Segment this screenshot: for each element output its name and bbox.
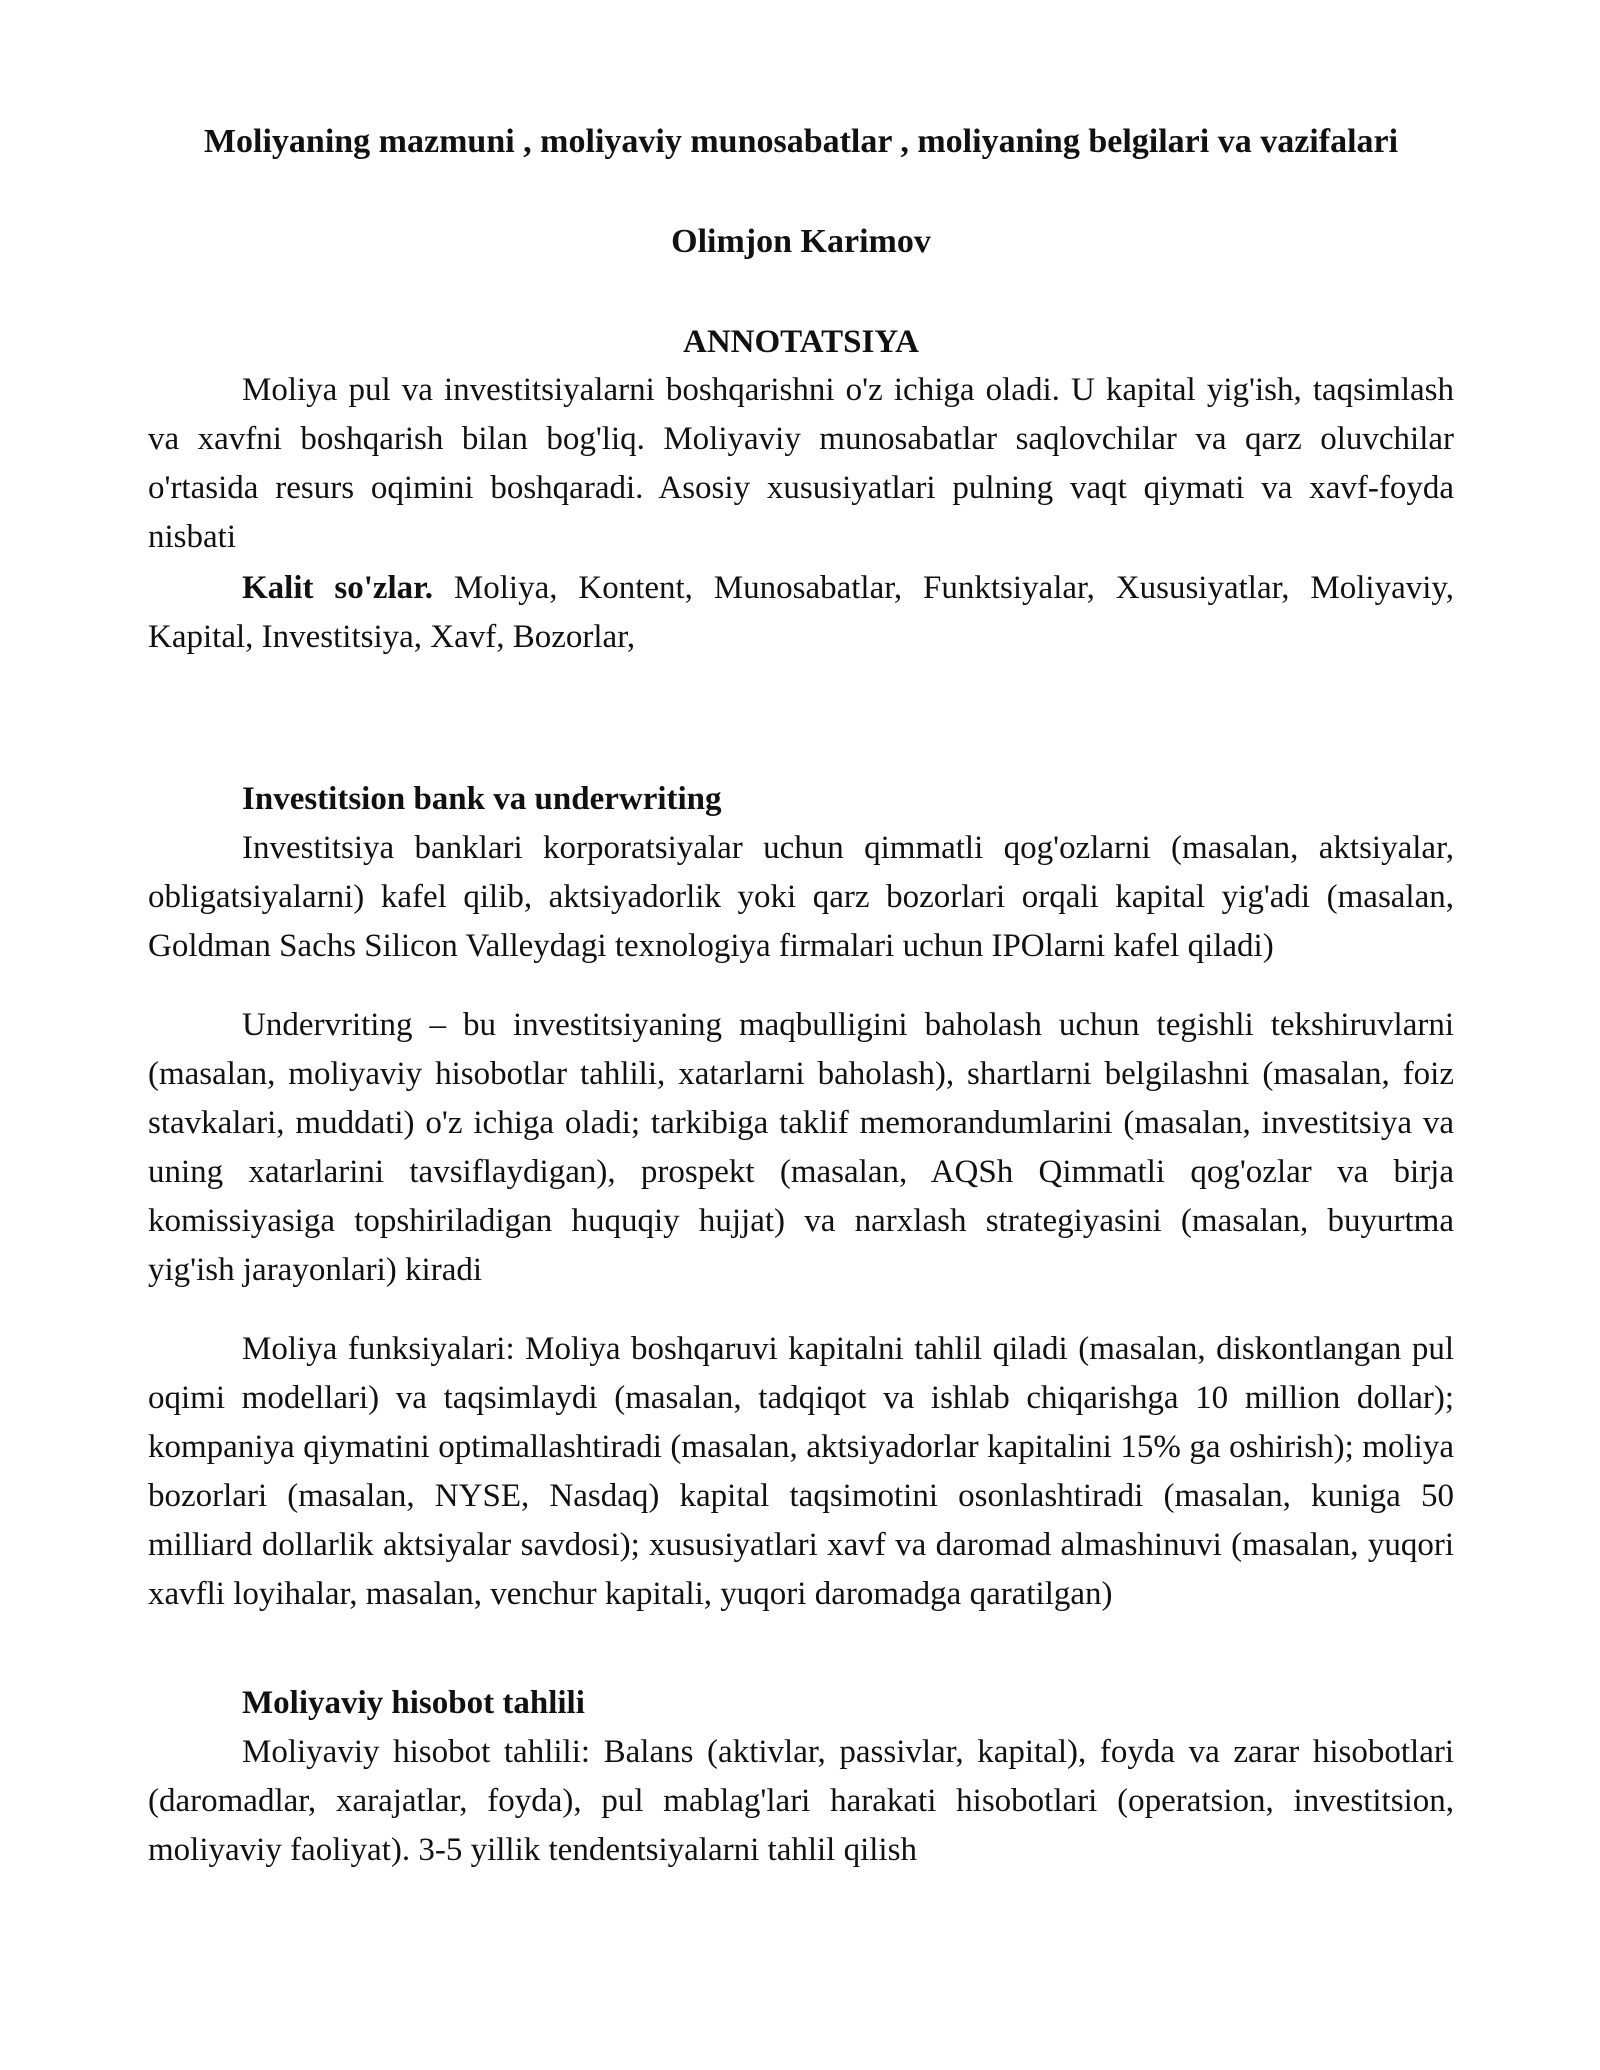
keywords-label: Kalit so'zlar. — [242, 570, 434, 606]
section1-paragraph-1: Investitsiya banklari korporatsiyalar uchun qimmatli qog'ozlarni (masalan, aktsiyalar, obligatsiyalarni) kafel qilib, aktsiyadorlik yoki qarz bozorlari orqali kapital yig'adi (masalan, Goldman Sachs Silicon Valleydagi texnologiya firmalari uchun IPOlarni kafel qiladi) — [148, 830, 1454, 964]
section2-paragraph-1: Moliyaviy hisobot tahlili: Balans (aktivlar, passivlar, kapital), foyda va zarar hisobotlari (daromadlar, xarajatlar, foyda), pul mablag'lari harakati hisobotlari (operatsion, investitsion, moliyaviy faoliyat). 3-5 yillik tendentsiyalarni tahlil qilish — [148, 1734, 1454, 1868]
keywords-paragraph — [148, 564, 1454, 662]
section-heading-investment-bank: Investitsion bank va underwriting — [242, 781, 722, 817]
section1-paragraph-2: Undervriting – bu investitsiyaning maqbulligini baholash uchun tegishli tekshiruvlarni (masalan, moliyaviy hisobotlar tahlili, xatarlarni baholash), shartlarni belgilashni (masalan, foiz stavkalari, muddati) o'z ichiga oladi; tarkibiga taklif memorandumlarini (masalan, investitsiya va uning xatarlarini tavsiflaydigan), prospekt (masalan, AQSh Qimmatli qog'ozlar va birja komissiyasiga topshiriladigan huquqiy hujjat) va narxlash strategiyasini (masalan, buyurtma yig'ish jarayonlari) kiradi — [148, 1007, 1454, 1288]
document-page — [148, 118, 1454, 1875]
annotation-paragraph: Moliya pul va investitsiyalarni boshqarishni o'z ichiga oladi. U kapital yig'ish, taqsimlash va xavfni boshqarish bilan bog'liq. Moliyaviy munosabatlar saqlovchilar va qarz oluvchilar o'rtasida resurs oqimini boshqaradi. Asosiy xususiyatlari pulning vaqt qiymati va xavf-foyda nisbati — [148, 372, 1454, 555]
document-title: Moliyaning mazmuni , moliyaviy munosabatlar , moliyaning belgilari va vazifalari — [203, 123, 1399, 160]
section1-paragraph-3: Moliya funksiyalari: Moliya boshqaruvi kapitalni tahlil qiladi (masalan, diskontlangan pul oqimi modellari) va taqsimlaydi (masalan, tadqiqot va ishlab chiqarishga 10 million dollar); kompaniya qiymatini optimallashtiradi (masalan, aktsiyadorlar kapitalini 15% ga oshirish); moliya bozorlari (masalan, NYSE, Nasdaq) kapital taqsimotini osonlashtiradi (masalan, kuniga 50 milliard dollarlik aktsiyalar savdosi); xususiyatlari xavf va daromad almashinuvi (masalan, yuqori xavfli loyihalar, masalan, venchur kapitali, yuqori daromadga qaratilgan) — [148, 1331, 1454, 1612]
document-author: Olimjon Karimov — [671, 223, 931, 260]
annotation-heading: ANNOTATSIYA — [683, 324, 919, 360]
keywords-text: Moliya, Kontent, Munosabatlar, Funktsiyalar, Xususiyatlar, Moliyaviy, Kapital, Investitsiya, Xavf, Bozorlar, — [148, 570, 1454, 655]
section-heading-financial-reports: Moliyaviy hisobot tahlili — [242, 1685, 585, 1721]
